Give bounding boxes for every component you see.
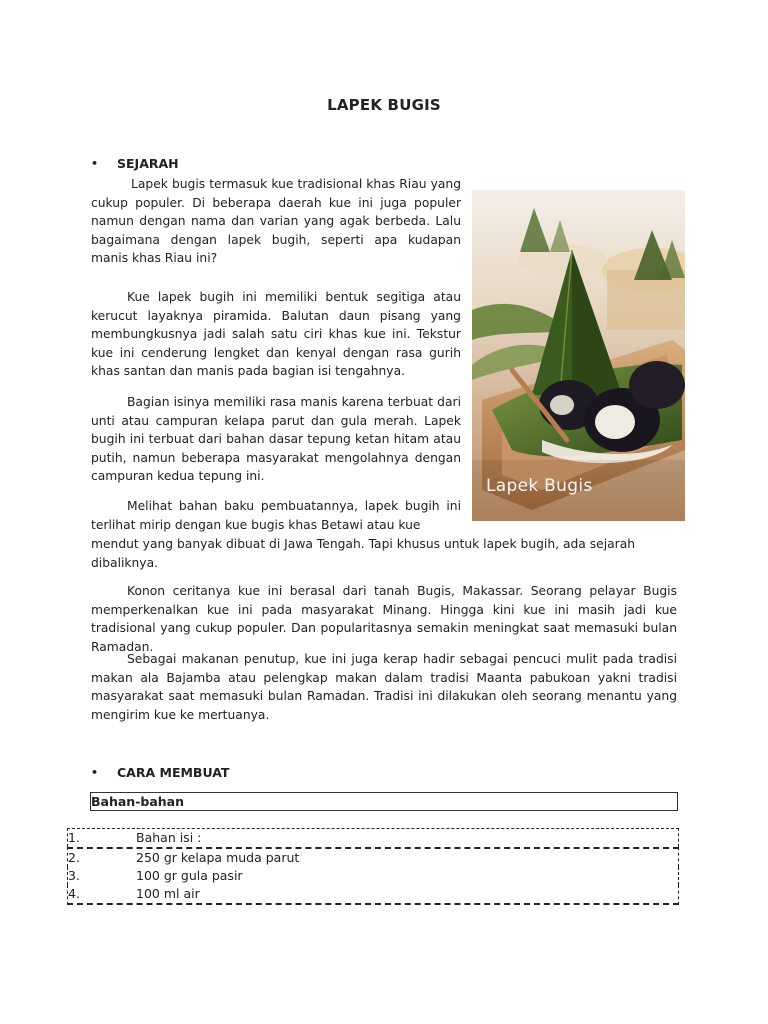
paragraph-4-start: Melihat bahan baku pembuatannya, lapek bugih ini terlihat mirip dengan kue bugis khas Betawi atau kue bbox=[91, 499, 461, 532]
lapek-bugis-photo bbox=[472, 190, 685, 521]
section-heading-label: CARA MEMBUAT bbox=[117, 765, 230, 780]
list-item bbox=[67, 867, 679, 885]
list-item bbox=[67, 885, 679, 905]
list-item-text: 100 gr gula pasir bbox=[136, 868, 243, 883]
paragraph-3: Bagian isinya memiliki rasa manis karena terbuat dari unti atau campuran kelapa parut dan gula merah. Lapek bugih ini terbuat dari bahan dasar tepung ketan hitam atau putih, namun beberapa masyarakat mengolahnya dengan campuran kedua tepung ini. bbox=[91, 395, 461, 484]
photo-caption: Lapek Bugis bbox=[486, 476, 593, 496]
bullet-icon: • bbox=[91, 157, 99, 170]
list-item-text: Bahan isi : bbox=[136, 830, 202, 845]
bahan-bahan-label: Bahan-bahan bbox=[91, 794, 184, 809]
list-item-number: 2. bbox=[68, 850, 80, 865]
list-item-number: 3. bbox=[68, 868, 80, 883]
section-heading-cara-membuat bbox=[91, 765, 229, 780]
list-item bbox=[67, 847, 679, 867]
list-item-number: 1. bbox=[68, 830, 80, 845]
paragraph-4-end: mendut yang banyak dibuat di Jawa Tengah. Tapi khusus untuk lapek bugih, ada sejarah dibaliknya. bbox=[91, 537, 636, 570]
paragraph-2: Kue lapek bugih ini memiliki bentuk segitiga atau kerucut layaknya piramida. Balutan daun pisang yang membungkusnya jadi salah satu ciri khas kue ini. Tekstur kue ini cenderung lengket dan kenyal dengan rasa gurih khas santan dan manis pada bagian isi tengahnya. bbox=[91, 290, 461, 379]
paragraph-1: Lapek bugis termasuk kue tradisional khas Riau yang cukup populer. Di beberapa daerah kue ini juga populer namun dengan nama dan varian yang agak berbeda. Lalu bagaimana dengan lapek bugih, seperti apa kudapan manis khas Riau ini? bbox=[91, 177, 461, 266]
list-item-text: 100 ml air bbox=[136, 886, 200, 901]
section-heading-label: SEJARAH bbox=[117, 156, 179, 171]
list-item bbox=[67, 828, 679, 847]
paragraph-6: Sebagai makanan penutup, kue ini juga kerap hadir sebagai pencuci mulit pada tradisi makan ala Bajamba atau pelengkap makan dalam tradisi Maanta pabukoan yakni tradisi masyarakat saat memasuki bulan Ramadan. Tradisi ini dilakukan oleh seorang menantu yang mengirim kue ke mertuanya. bbox=[91, 652, 677, 722]
ingredients-list bbox=[67, 828, 679, 905]
page-title: LAPEK BUGIS bbox=[327, 96, 441, 114]
section-heading-sejarah bbox=[91, 156, 179, 171]
list-item-number: 4. bbox=[68, 886, 80, 901]
paragraph-5: Konon ceritanya kue ini berasal dari tanah Bugis, Makassar. Seorang pelayar Bugis memperkenalkan kue ini pada masyarakat Minang. Hingga kini kue ini masih jadi kue tradisional yang cukup populer. Dan popularitasnya semakin meningkat saat memasuki bulan Ramadan. bbox=[91, 584, 677, 654]
lapek-bugis-illustration bbox=[472, 190, 685, 521]
bullet-icon: • bbox=[91, 766, 99, 779]
bahan-bahan-box bbox=[90, 792, 678, 811]
list-item-text: 250 gr kelapa muda parut bbox=[136, 850, 300, 865]
